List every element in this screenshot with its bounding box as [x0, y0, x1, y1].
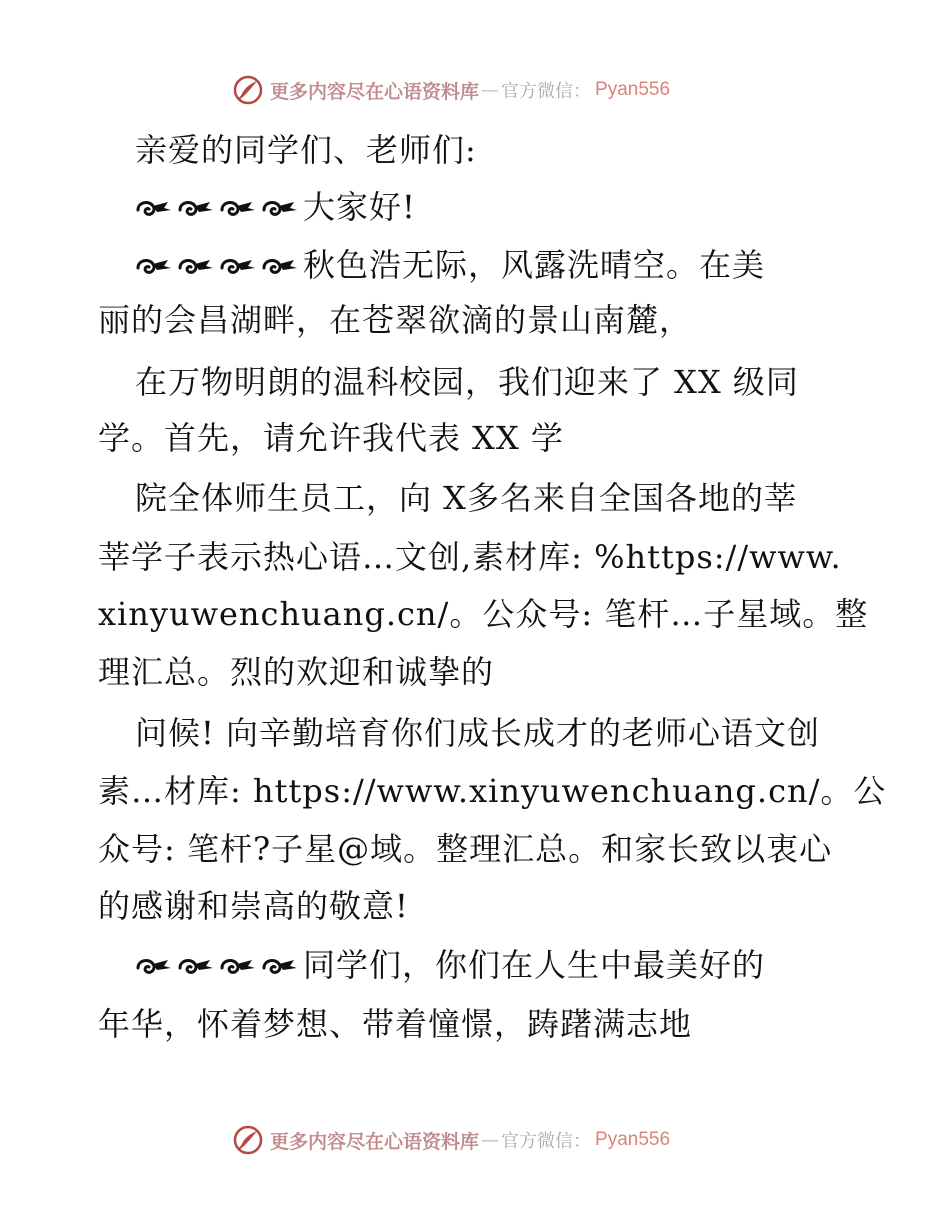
watermark-wechat-id: Pyan556	[595, 1129, 671, 1150]
watermark-dash: —	[481, 1129, 500, 1151]
text-line: 丽的会昌湖畔，在苍翠欲滴的景山南麓，	[98, 301, 693, 339]
fleuron-ornament-icon	[261, 196, 301, 220]
text-segment: 秋色浩无际，风露洗晴空。在美	[303, 246, 766, 284]
text-line: 在万物明朗的温科校园，我们迎来了 XX 级同	[135, 363, 799, 401]
text-segment: 同学们，你们在人生中最美好的	[303, 946, 766, 984]
text-line: 院全体师生员工，向 X多名来自全国各地的莘	[135, 479, 797, 517]
text-line: xinyuwenchuang.cn/。公众号: 笔杆…子星域。整	[98, 595, 869, 633]
watermark-wechat-id: Pyan556	[595, 79, 671, 100]
brush-logo-icon	[232, 1124, 264, 1156]
text-line: 众号: 笔杆?子星@域。整理汇总。和家长致以衷心	[98, 830, 833, 868]
fleuron-ornament-icon	[177, 196, 217, 220]
watermark-dash: —	[481, 79, 500, 101]
text-line: 莘学子表示热心语…文创,素材库: %https://www.	[98, 538, 842, 576]
text-line: 学。首先，请允许我代表 XX 学	[98, 419, 564, 457]
fleuron-ornament-icon	[177, 254, 217, 278]
text-line: 年华，怀着梦想、带着憧憬，踌躇满志地	[98, 1005, 693, 1043]
text-segment: 大家好!	[303, 188, 416, 226]
fleuron-ornament-icon	[219, 196, 259, 220]
fleuron-ornament-icon	[135, 254, 175, 278]
watermark-brand: 更多内容尽在心语资料库	[270, 1130, 480, 1153]
text-line	[135, 245, 895, 285]
fleuron-ornament-icon	[219, 954, 259, 978]
watermark-contact-label: 官方微信：	[501, 1131, 592, 1152]
text-line	[135, 187, 895, 227]
text-line	[135, 945, 895, 985]
text-line: 的感谢和崇高的敬意!	[98, 887, 409, 925]
fleuron-ornament-icon	[135, 954, 175, 978]
fleuron-ornament-icon	[135, 196, 175, 220]
text-line: 素…材库: https://www.xinyuwenchuang.cn/。公	[98, 772, 887, 810]
brush-logo-icon	[232, 74, 264, 106]
fleuron-ornament-icon	[177, 954, 217, 978]
text-line: 理汇总。烈的欢迎和诚挚的	[98, 653, 495, 691]
fleuron-ornament-icon	[261, 954, 301, 978]
fleuron-ornament-icon	[219, 254, 259, 278]
watermark-contact-label: 官方微信：	[501, 81, 592, 102]
header-watermark	[232, 70, 670, 110]
text-line: 问候! 向辛勤培育你们成长成才的老师心语文创	[135, 714, 821, 752]
watermark-brand: 更多内容尽在心语资料库	[270, 80, 480, 103]
fleuron-ornament-icon	[261, 254, 301, 278]
footer-watermark	[232, 1120, 670, 1160]
text-line: 亲爱的同学们、老师们:	[135, 131, 477, 169]
